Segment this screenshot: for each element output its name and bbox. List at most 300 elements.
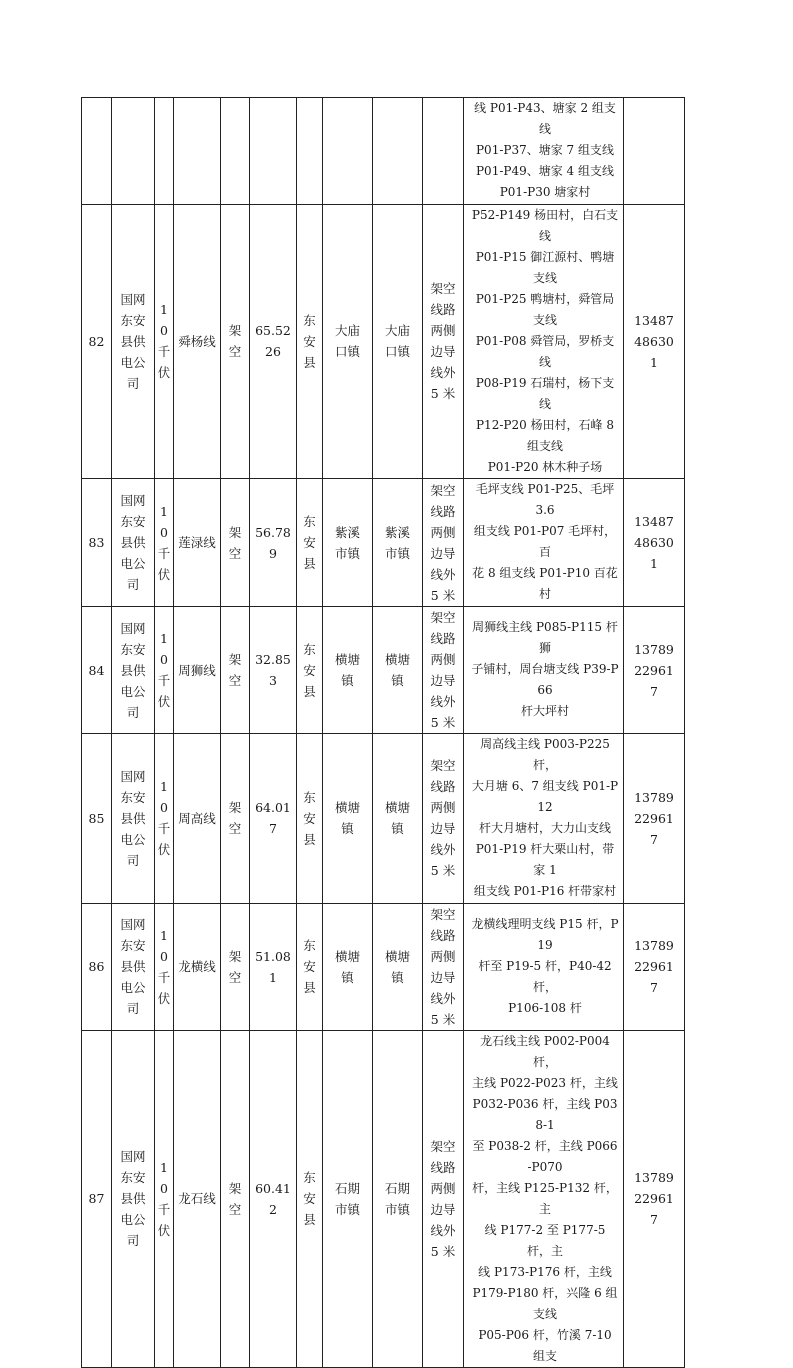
length-cell — [250, 903, 297, 1030]
row-number — [82, 98, 112, 205]
voltage-cell-lines — [158, 925, 171, 1009]
row-number: 84 — [82, 607, 112, 734]
description-cell-line: 组支线 P01-P07 毛坪村，百 — [473, 524, 617, 560]
town-cell-2-line: 紫溪 — [384, 524, 410, 540]
voltage-cell-line: 千 — [157, 545, 171, 561]
phone-cell-lines — [634, 935, 674, 998]
company-cell — [112, 98, 155, 205]
method-cell-lines — [229, 320, 242, 362]
range-cell — [423, 903, 464, 1030]
voltage-cell-line: 0 — [160, 652, 168, 667]
range-cell-lines — [430, 278, 455, 404]
table-row — [82, 903, 685, 1030]
description-cell — [464, 607, 624, 734]
county-cell — [297, 607, 323, 734]
town-cell-line: 镇 — [341, 673, 354, 688]
company-cell-line: 东安 — [120, 312, 146, 328]
town-cell-lines — [335, 1178, 360, 1220]
company-cell — [112, 607, 155, 734]
county-cell-lines — [303, 935, 316, 998]
company-cell — [112, 734, 155, 904]
company-cell-line: 国网 — [120, 291, 146, 307]
phone-cell — [624, 479, 685, 607]
town-cell-2-line: 大庙 — [384, 323, 410, 339]
description-cell-line: P01-P19 杆大栗山村，带家 1 — [475, 842, 615, 877]
length-cell-lines — [255, 522, 291, 564]
table-row — [82, 1030, 685, 1368]
company-cell — [112, 204, 155, 479]
county-cell-line: 县 — [303, 556, 316, 571]
method-cell — [221, 204, 250, 479]
range-cell-line: 线外 — [430, 842, 456, 858]
town-cell — [323, 607, 373, 734]
company-cell-line: 司 — [126, 704, 140, 720]
method-cell — [221, 903, 250, 1030]
phone-cell-line: 13789 — [634, 789, 674, 805]
method-cell — [221, 1030, 250, 1368]
voltage-cell-line: 0 — [160, 800, 168, 816]
description-cell-line: 主线 P022-P023 杆，主线 — [472, 1075, 618, 1090]
voltage-cell-line: 伏 — [157, 1222, 171, 1238]
method-cell-lines — [229, 1178, 242, 1220]
county-cell-line: 县 — [303, 980, 316, 995]
method-cell — [221, 98, 250, 205]
company-cell-line: 电公 — [120, 980, 146, 995]
range-cell-lines — [430, 607, 455, 733]
voltage-cell — [155, 1030, 174, 1368]
range-cell-lines — [430, 1136, 455, 1262]
county-cell-lines — [303, 1167, 316, 1230]
county-cell — [297, 204, 323, 479]
town-cell — [323, 903, 373, 1030]
range-cell-line: 线路 — [430, 779, 456, 795]
company-cell-lines — [120, 766, 145, 871]
voltage-cell-lines — [158, 1157, 171, 1241]
length-cell-line: 65.52 — [255, 323, 291, 339]
town-cell — [323, 1030, 373, 1368]
company-cell-lines — [120, 490, 145, 595]
range-cell-line: 架空 — [430, 281, 456, 297]
description-cell-line: 龙横线理明支线 P15 杆，P19 — [471, 916, 619, 952]
phone-cell-line: 22961 — [634, 1191, 674, 1207]
voltage-cell-line: 0 — [160, 948, 168, 964]
length-cell-line: 32.85 — [255, 652, 291, 667]
voltage-cell-line: 0 — [160, 524, 168, 540]
description-cell-line: P01-P08 舜管局，罗桥支线 — [475, 333, 615, 369]
voltage-cell — [155, 903, 174, 1030]
town-cell-lines — [335, 522, 360, 564]
range-cell-line: 5 米 — [430, 386, 456, 402]
description-cell-line: 子铺村，周台塘支线 P39-P66 — [471, 662, 619, 698]
range-cell-line: 5 米 — [430, 587, 456, 603]
length-cell-line: 60.41 — [255, 1180, 291, 1196]
row-number: 82 — [82, 204, 112, 479]
range-cell-lines — [430, 904, 455, 1030]
description-cell-line: 杆至 P19-5 杆，P40-42 杆， — [478, 958, 612, 994]
description-cell-line: P12-P20 杨田村，石峰 8 组支线 — [475, 417, 614, 453]
table-body — [82, 98, 685, 1368]
company-cell-line: 国网 — [120, 917, 146, 932]
county-cell-line: 东 — [303, 641, 316, 657]
town-cell-line: 大庙 — [334, 323, 360, 339]
range-cell-line: 架空 — [430, 1138, 456, 1154]
range-cell-line: 线外 — [430, 694, 456, 709]
length-cell-lines — [255, 797, 291, 839]
phone-cell-line: 13487 — [634, 312, 674, 328]
town-cell-line: 横塘 — [334, 652, 360, 667]
table-row — [82, 734, 685, 904]
description-cell-line: 组支线 P01-P16 杆带家村 — [473, 884, 617, 898]
range-cell-line: 5 米 — [430, 1011, 456, 1027]
company-cell-line: 电公 — [120, 683, 146, 699]
company-cell-line: 司 — [126, 852, 140, 868]
company-cell-line: 东安 — [120, 641, 146, 657]
method-cell-lines — [229, 649, 242, 691]
description-cell-lines — [471, 617, 619, 722]
description-cell-line: P01-P37、塘家 7 组支线 — [475, 143, 614, 157]
town-cell-2-line: 石期 — [384, 1180, 410, 1196]
description-cell-line: 周狮线主线 P085-P115 杆狮 — [472, 620, 618, 656]
company-cell-line: 东安 — [120, 514, 146, 529]
voltage-cell-line: 伏 — [157, 990, 171, 1006]
town-cell-2 — [373, 479, 423, 607]
voltage-cell-lines — [158, 299, 171, 383]
length-cell — [250, 204, 297, 479]
description-cell — [464, 98, 624, 205]
town-cell-line: 紫溪 — [334, 524, 360, 540]
range-cell-line: 两侧 — [430, 652, 456, 667]
phone-cell-lines — [634, 511, 674, 574]
town-cell-2 — [373, 1030, 423, 1368]
voltage-cell-line: 伏 — [157, 694, 171, 709]
table-row — [82, 607, 685, 734]
range-cell-line: 线路 — [430, 927, 456, 943]
voltage-cell-line: 1 — [160, 927, 168, 943]
company-cell-lines — [120, 914, 145, 1019]
length-cell-line: 64.01 — [255, 800, 291, 816]
phone-cell-line: 13789 — [634, 938, 674, 953]
town-cell-2-lines — [385, 320, 410, 362]
range-cell — [423, 204, 464, 479]
range-cell-line: 两侧 — [430, 323, 456, 339]
voltage-cell — [155, 734, 174, 904]
county-cell-line: 安 — [303, 959, 316, 974]
county-cell-lines — [303, 787, 316, 850]
company-cell — [112, 479, 155, 607]
company-cell — [112, 903, 155, 1030]
phone-cell-line: 7 — [650, 980, 658, 995]
description-cell-line: P106-108 杆 — [508, 1000, 582, 1015]
voltage-cell-line: 千 — [157, 969, 171, 985]
description-cell-lines — [471, 479, 619, 605]
company-cell-line: 国网 — [120, 620, 146, 636]
company-cell-line: 县供 — [120, 1191, 146, 1207]
range-cell-line: 边导 — [430, 545, 456, 561]
length-cell-line: 26 — [265, 344, 281, 360]
county-cell-line: 安 — [303, 662, 316, 678]
town-cell-lines — [335, 946, 360, 988]
phone-cell-line: 7 — [650, 683, 658, 699]
method-cell — [221, 479, 250, 607]
range-cell-line: 边导 — [430, 344, 456, 360]
description-cell-line: 周高线主线 P003-P225 杆， — [480, 737, 610, 772]
description-cell-line: P01-P20 林木种子场 — [487, 459, 603, 474]
company-cell-line: 司 — [126, 375, 140, 391]
range-cell-line: 边导 — [430, 1201, 456, 1217]
town-cell-2-line: 市镇 — [384, 545, 410, 561]
range-cell-line: 两侧 — [430, 524, 456, 540]
table-row — [82, 98, 685, 205]
method-cell-line: 架 — [228, 323, 242, 339]
description-cell-lines — [471, 98, 619, 203]
county-cell — [297, 1030, 323, 1368]
method-cell-line: 空 — [228, 969, 242, 985]
description-cell-line: P05-P06 杆，竹溪 7-10 组支 — [478, 1327, 612, 1363]
length-cell-line: 2 — [269, 1201, 277, 1217]
description-cell-lines — [471, 1031, 619, 1367]
town-cell-2-line: 横塘 — [384, 652, 410, 667]
description-cell-line: P08-P19 石瑞村，杨下支线 — [475, 375, 615, 411]
method-cell — [221, 607, 250, 734]
voltage-cell-line: 1 — [160, 302, 168, 318]
length-cell — [250, 734, 297, 904]
company-cell-line: 国网 — [120, 493, 146, 508]
phone-cell-line: 13487 — [634, 514, 674, 529]
range-cell-line: 5 米 — [430, 863, 456, 879]
description-cell-line: P179-P180 杆，兴隆 6 组支线 — [472, 1285, 618, 1321]
length-cell-lines — [255, 649, 291, 691]
town-cell — [323, 479, 373, 607]
description-cell-line: 龙石线主线 P002-P004 杆， — [480, 1033, 610, 1069]
county-cell-line: 县 — [303, 831, 316, 847]
town-cell-line: 横塘 — [334, 948, 360, 964]
phone-cell-line: 7 — [650, 831, 658, 847]
phone-cell-line: 1 — [650, 354, 658, 370]
county-cell — [297, 903, 323, 1030]
range-cell-line: 两侧 — [430, 1180, 456, 1196]
method-cell-line: 架 — [228, 800, 242, 816]
town-cell-line: 口镇 — [334, 344, 360, 360]
voltage-cell — [155, 204, 174, 479]
phone-cell-line: 7 — [650, 1212, 658, 1228]
range-cell-line: 两侧 — [430, 948, 456, 964]
company-cell-line: 电公 — [120, 354, 146, 370]
range-cell-line: 边导 — [430, 821, 456, 837]
line-name-cell: 周狮线 — [174, 607, 221, 734]
range-cell-line: 架空 — [430, 758, 456, 774]
method-cell-line: 空 — [228, 545, 242, 561]
town-cell-2 — [373, 98, 423, 205]
line-name-cell: 龙石线 — [174, 1030, 221, 1368]
description-cell-line: P01-P49、塘家 4 组支线 — [475, 164, 614, 178]
method-cell-line: 架 — [228, 524, 242, 540]
line-name-cell: 周高线 — [174, 734, 221, 904]
town-cell-2 — [373, 204, 423, 479]
length-cell-lines — [255, 1178, 291, 1220]
method-cell-line: 架 — [228, 948, 242, 964]
town-cell-2-line: 镇 — [391, 821, 404, 837]
range-cell — [423, 734, 464, 904]
range-cell — [423, 479, 464, 607]
description-cell-line: P01-P25 鸭塘村，舜管局支线 — [475, 291, 615, 327]
length-cell — [250, 98, 297, 205]
voltage-cell-line: 千 — [157, 344, 171, 360]
county-cell-line: 东 — [303, 514, 316, 529]
town-cell-2-lines — [385, 946, 410, 988]
company-cell — [112, 1030, 155, 1368]
county-cell-line: 东 — [303, 938, 316, 953]
description-cell — [464, 1030, 624, 1368]
range-cell-line: 线外 — [430, 1222, 456, 1238]
description-cell — [464, 479, 624, 607]
company-cell-line: 电公 — [120, 1212, 146, 1228]
voltage-cell-line: 1 — [160, 631, 168, 646]
company-cell-line: 司 — [126, 577, 140, 592]
range-cell-line: 边导 — [430, 969, 456, 985]
description-cell-line: 杆大坪村 — [520, 704, 569, 719]
range-cell-lines — [430, 480, 455, 606]
range-cell — [423, 1030, 464, 1368]
county-cell — [297, 98, 323, 205]
town-cell-2-lines — [385, 797, 410, 839]
method-cell-lines — [229, 522, 242, 564]
length-cell-line: 9 — [269, 545, 277, 561]
company-cell-line: 东安 — [120, 789, 146, 805]
town-cell-2 — [373, 734, 423, 904]
company-cell-line: 司 — [126, 1233, 140, 1249]
phone-cell-line: 13789 — [634, 641, 674, 657]
voltage-cell-line: 1 — [160, 503, 168, 519]
range-cell-line: 线外 — [430, 566, 456, 582]
town-cell-lines — [335, 649, 360, 691]
description-cell-line: 花 8 组支线 P01-P10 百花村 — [472, 566, 618, 602]
phone-cell-line: 22961 — [634, 662, 674, 678]
phone-cell-line: 22961 — [634, 959, 674, 974]
company-cell-line: 县供 — [120, 662, 146, 678]
company-cell-line: 东安 — [120, 938, 146, 953]
method-cell-line: 空 — [228, 344, 242, 360]
company-cell-lines — [120, 1146, 145, 1251]
description-cell — [464, 204, 624, 479]
range-cell-line: 两侧 — [430, 800, 456, 816]
row-number: 85 — [82, 734, 112, 904]
county-cell-lines — [303, 511, 316, 574]
description-cell-line: 杆，主线 P125-P132 杆，主 — [472, 1180, 618, 1216]
table-row — [82, 204, 685, 479]
phone-cell — [624, 734, 685, 904]
county-cell-line: 东 — [303, 1170, 316, 1186]
length-cell-line: 56.78 — [255, 524, 291, 540]
method-cell-line: 空 — [228, 821, 242, 837]
range-cell-line: 5 米 — [430, 715, 456, 730]
town-cell-2-line: 横塘 — [384, 948, 410, 964]
town-cell-2-line: 镇 — [391, 969, 404, 985]
town-cell-line: 镇 — [341, 821, 354, 837]
description-cell — [464, 903, 624, 1030]
range-cell — [423, 607, 464, 734]
description-cell-line: 杆大月塘村，大力山支线 — [478, 821, 611, 835]
county-cell-line: 东 — [303, 789, 316, 805]
method-cell-line: 空 — [228, 1201, 242, 1217]
town-cell-line: 镇 — [341, 969, 354, 985]
length-cell-lines — [255, 946, 291, 988]
description-cell-line: P52-P149 杨田村，白石支线 — [471, 207, 619, 243]
voltage-cell-line: 伏 — [157, 842, 171, 858]
company-cell-line: 国网 — [120, 768, 146, 784]
phone-cell-line: 1 — [650, 556, 658, 571]
description-cell-line: P032-P036 杆，主线 P038-1 — [472, 1096, 618, 1132]
phone-cell-lines — [634, 639, 674, 702]
voltage-cell — [155, 607, 174, 734]
length-cell-line: 3 — [269, 673, 277, 688]
range-cell-line: 线路 — [430, 1159, 456, 1175]
description-cell-lines — [471, 914, 619, 1019]
company-cell-line: 县供 — [120, 535, 146, 550]
voltage-cell-line: 0 — [160, 1180, 168, 1196]
description-cell-line: 线 P177-2 至 P177-5 杆，主 — [484, 1222, 606, 1258]
company-cell-line: 司 — [126, 1001, 140, 1016]
range-cell — [423, 98, 464, 205]
county-cell-line: 安 — [303, 333, 316, 349]
voltage-cell-line: 伏 — [157, 566, 171, 582]
voltage-cell-line: 千 — [157, 673, 171, 688]
method-cell — [221, 734, 250, 904]
voltage-cell-lines — [158, 501, 171, 585]
phone-cell — [624, 903, 685, 1030]
town-cell — [323, 204, 373, 479]
voltage-cell-lines — [158, 776, 171, 860]
range-cell-line: 线路 — [430, 631, 456, 646]
row-number: 87 — [82, 1030, 112, 1368]
company-cell-lines — [120, 289, 145, 394]
phone-cell — [624, 607, 685, 734]
length-cell-line: 1 — [269, 969, 277, 985]
power-line-table — [81, 97, 685, 1368]
town-cell-2-lines — [385, 649, 410, 691]
county-cell — [297, 479, 323, 607]
county-cell-line: 安 — [303, 535, 316, 550]
county-cell-line: 安 — [303, 810, 316, 826]
town-cell-line: 横塘 — [334, 800, 360, 816]
county-cell-line: 县 — [303, 1212, 316, 1228]
company-cell-line: 电公 — [120, 556, 146, 571]
town-cell-line: 市镇 — [334, 545, 360, 561]
phone-cell-line: 48630 — [634, 333, 674, 349]
length-cell — [250, 1030, 297, 1368]
range-cell-line: 线外 — [430, 990, 456, 1006]
method-cell-line: 空 — [228, 673, 242, 688]
town-cell — [323, 734, 373, 904]
town-cell-2-lines — [385, 522, 410, 564]
phone-cell-lines — [634, 1167, 674, 1230]
length-cell-line: 7 — [269, 821, 277, 837]
range-cell-lines — [430, 755, 455, 881]
county-cell — [297, 734, 323, 904]
line-name-cell — [174, 98, 221, 205]
company-cell-line: 县供 — [120, 810, 146, 826]
range-cell-line: 架空 — [430, 610, 456, 625]
company-cell-line: 县供 — [120, 959, 146, 974]
voltage-cell-line: 伏 — [157, 365, 171, 381]
table-row — [82, 479, 685, 607]
county-cell-line: 县 — [303, 354, 316, 370]
phone-cell-lines — [634, 310, 674, 373]
town-cell-lines — [335, 797, 360, 839]
range-cell-line: 架空 — [430, 906, 456, 922]
county-cell-line: 东 — [303, 312, 316, 328]
voltage-cell — [155, 479, 174, 607]
description-cell-lines — [471, 734, 619, 902]
